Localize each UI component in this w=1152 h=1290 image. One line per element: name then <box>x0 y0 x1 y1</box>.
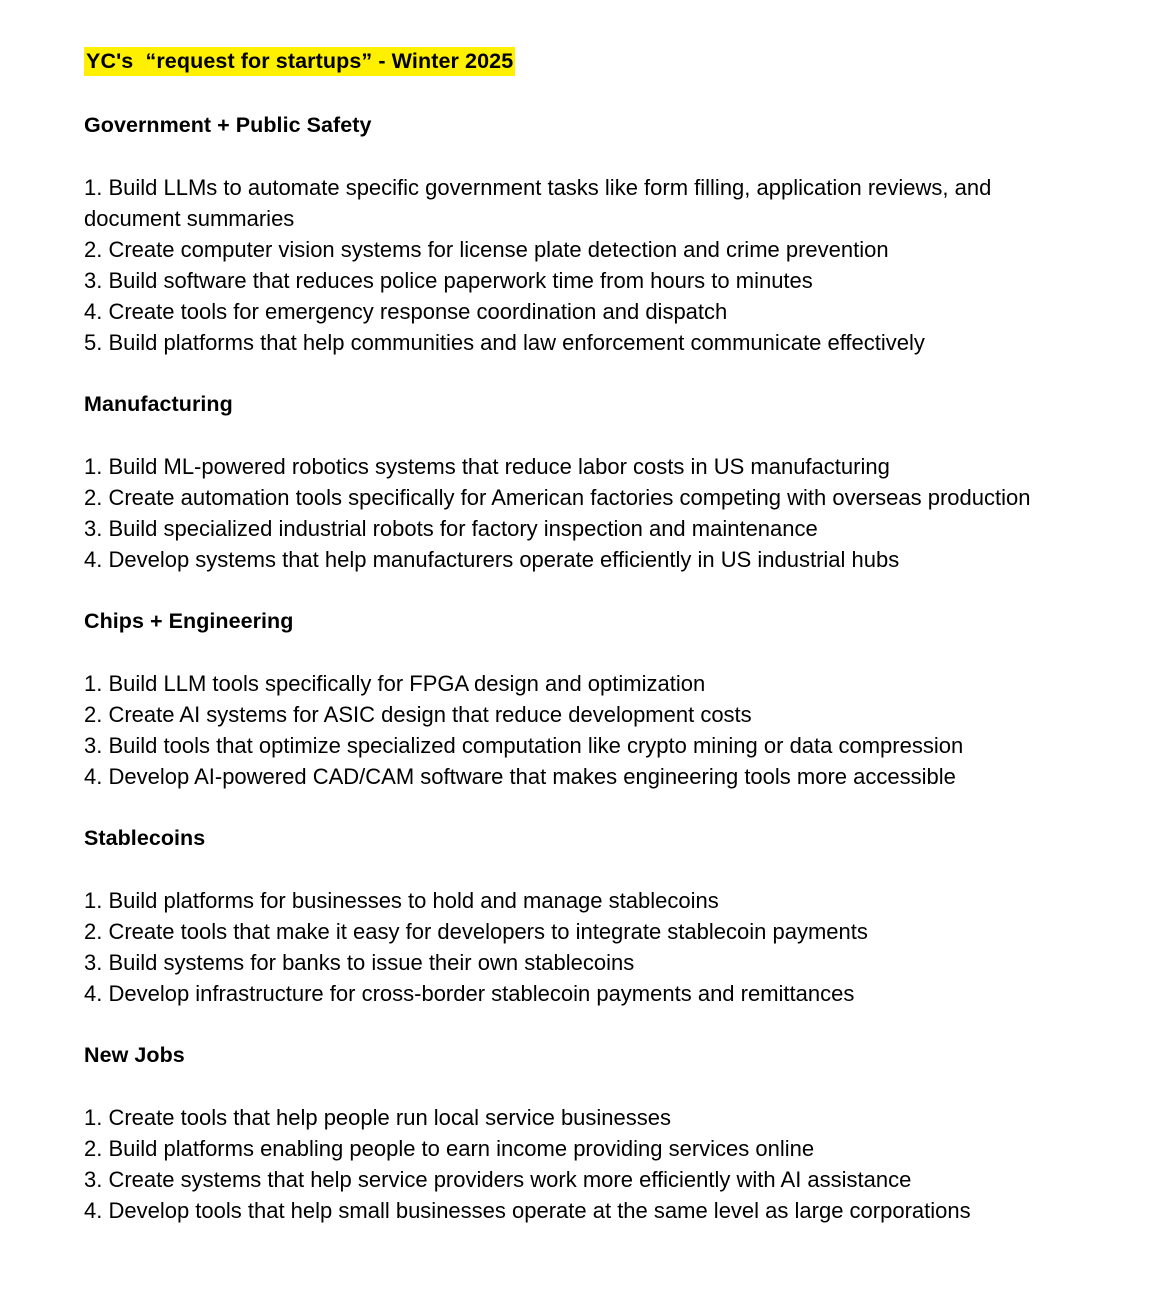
section-heading: Stablecoins <box>84 826 206 850</box>
section-spacer <box>84 1009 1080 1040</box>
list-item: 2. Create automation tools specifically for American factories competing with overseas production <box>84 485 1031 510</box>
section-item-list <box>84 885 1080 1009</box>
list-item: 4. Develop systems that help manufacturers operate efficiently in US industrial hubs <box>84 547 900 572</box>
list-item: 3. Create systems that help service providers work more efficiently with AI assistance <box>84 1167 912 1192</box>
heading-spacer <box>84 637 1080 668</box>
section-spacer <box>84 792 1080 823</box>
page-title <box>84 46 1080 77</box>
section <box>84 1040 1080 1226</box>
section <box>84 389 1080 575</box>
heading-spacer <box>84 141 1080 172</box>
section-heading: Chips + Engineering <box>84 609 294 633</box>
heading-spacer <box>84 420 1080 451</box>
list-item: 2. Build platforms enabling people to earn income providing services online <box>84 1136 815 1161</box>
list-item: 1. Create tools that help people run local service businesses <box>84 1105 672 1130</box>
section-heading: New Jobs <box>84 1043 185 1067</box>
title-highlight: YC's “request for startups” - Winter 2025 <box>84 47 515 76</box>
section-item-list <box>84 451 1080 575</box>
section <box>84 823 1080 1009</box>
section-item-list <box>84 1102 1080 1226</box>
section-item-list <box>84 668 1080 792</box>
sections-container <box>84 110 1080 1226</box>
list-item: 3. Build specialized industrial robots for factory inspection and maintenance <box>84 516 818 541</box>
section-heading: Manufacturing <box>84 392 233 416</box>
list-item: 4. Develop tools that help small businesses operate at the same level as large corporations <box>84 1198 971 1223</box>
list-item: 4. Develop AI-powered CAD/CAM software that makes engineering tools more accessible <box>84 764 956 789</box>
list-item: 3. Build tools that optimize specialized computation like crypto mining or data compression <box>84 733 964 758</box>
heading-spacer <box>84 1071 1080 1102</box>
list-item: 5. Build platforms that help communities and law enforcement communicate effectively <box>84 330 925 355</box>
list-item: 4. Create tools for emergency response coordination and dispatch <box>84 299 728 324</box>
list-item: 2. Create AI systems for ASIC design that reduce development costs <box>84 702 752 727</box>
list-item: 1. Build LLM tools specifically for FPGA design and optimization <box>84 671 706 696</box>
list-item: 2. Create computer vision systems for license plate detection and crime prevention <box>84 237 889 262</box>
section-item-list <box>84 172 1080 358</box>
section <box>84 110 1080 358</box>
list-item: 2. Create tools that make it easy for developers to integrate stablecoin payments <box>84 919 868 944</box>
title-spacer <box>84 77 1080 110</box>
heading-spacer <box>84 854 1080 885</box>
section-spacer <box>84 358 1080 389</box>
list-item: 1. Build LLMs to automate specific government tasks like form filling, application reviews, and document summaries <box>84 175 992 231</box>
section <box>84 606 1080 792</box>
list-item: 1. Build platforms for businesses to hold and manage stablecoins <box>84 888 719 913</box>
section-heading: Government + Public Safety <box>84 113 372 137</box>
list-item: 3. Build systems for banks to issue their own stablecoins <box>84 950 635 975</box>
list-item: 4. Develop infrastructure for cross-border stablecoin payments and remittances <box>84 981 855 1006</box>
section-spacer <box>84 575 1080 606</box>
list-item: 3. Build software that reduces police paperwork time from hours to minutes <box>84 268 813 293</box>
list-item: 1. Build ML-powered robotics systems that reduce labor costs in US manufacturing <box>84 454 890 479</box>
